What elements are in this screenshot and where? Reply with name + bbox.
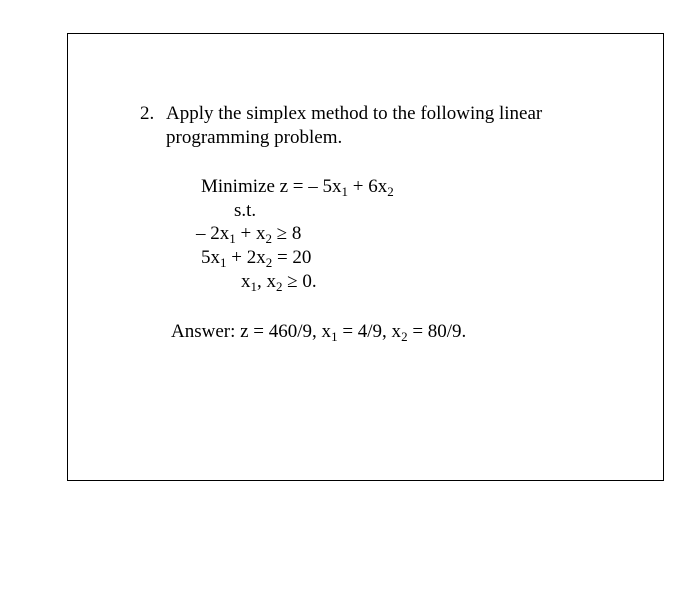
constraint-2: $5x_1 + 2x_2 = 20$	[201, 247, 312, 270]
problem-statement-line1: Apply the simplex method to the following linear	[166, 103, 543, 124]
answer: Answer: z = 460/9, $x_1 = 4/9$, $x_2 = 80/9$.	[171, 321, 467, 344]
objective-function: Minimize z = – $5x_1 + 6x_2$	[201, 176, 394, 199]
slide-frame	[67, 33, 664, 481]
problem-number: 2.	[140, 103, 155, 124]
constraint-1: – $2x_1 + x_2 \ge 8$	[196, 223, 302, 246]
nonnegativity-constraint: $x_1$, $x_2 \ge 0$.	[241, 271, 317, 294]
problem-statement-line2: programming problem.	[166, 127, 343, 148]
subject-to-label: s.t.	[234, 200, 257, 221]
